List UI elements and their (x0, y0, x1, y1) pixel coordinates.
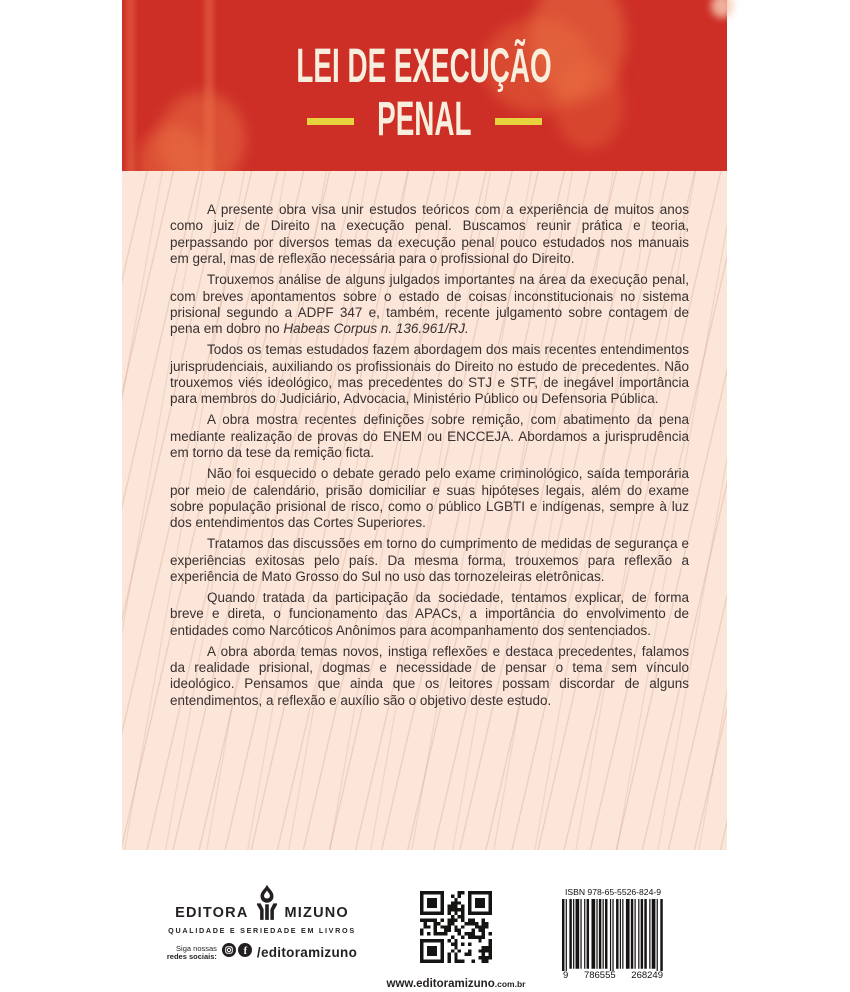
instagram-icon (222, 943, 236, 962)
photo-highlight (711, 0, 733, 18)
barcode-bars (562, 899, 664, 980)
paragraph (170, 590, 689, 639)
publisher-tagline: QUALIDADE E SERIEDADE EM LIVROS (168, 926, 356, 935)
paragraph (170, 536, 689, 585)
paragraph-text: Trouxemos análise de alguns julgados importantes na área da execução penal, com breves apontamentos sobre o estado de coisas inconstitucionais no sistema prisional segundo a ADPF 347 e, também, recente julgamento sobre contagem de pena em dobro no (170, 272, 689, 337)
publisher-wordmark (175, 883, 349, 922)
book-title-line2: PENAL (377, 92, 472, 146)
book-title-line2-row (307, 92, 542, 146)
title-dash-right (495, 118, 542, 125)
book-title-line1: LEI DE EXECUÇÃO (296, 40, 553, 93)
paragraph (170, 342, 689, 408)
book-back-cover (122, 0, 727, 990)
barcode-digits: 9 786555 268249 (563, 970, 663, 981)
flame-lamp-icon (254, 883, 280, 922)
book-title (122, 40, 727, 146)
paragraph-text: A obra mostra recentes definições sobre remição, com abatimento da pena mediante realização de provas do ENEM ou ENCCEJA. Abordamos a jurisprudência em torno da tese da remição ficta. (170, 412, 689, 461)
cover-header (122, 0, 727, 171)
publisher-name-right: MIZUNO (284, 904, 349, 921)
isbn-label: ISBN 978-65-5526-824-9 (564, 887, 662, 897)
svg-text:f: f (243, 945, 248, 957)
paragraph-text: Todos os temas estudados fazem abordagem dos mais recentes entendimentos jurisprudenciais, auxiliando os profissionais do Direito no estudo de precedentes. Não trouxemos viés ideológico, mas precedentes do STJ e STF, de inegável importância para membros do Judiciário, Advocacia, Ministério Público ou Defensoria Pública. (170, 342, 689, 407)
paragraph-text: Quando tratada da participação da sociedade, tentamos explicar, de forma breve e direta, o funcionamento das APACs, a importância do envolvimento de entidades como Narcóticos Anônimos para acompanhamento dos sentenciados. (170, 589, 689, 638)
paragraph-text: A obra aborda temas novos, instiga reflexões e destaca precedentes, falamos da realidade prisional, dogmas e necessidade de pensar o tema sem vínculo ideológico. Pensamos que ainda que os leitores possam discordar de alguns entendimentos, a reflexão e auxílio são o objetivo deste estudo. (170, 643, 689, 708)
barcode (557, 883, 669, 984)
qr-block (386, 887, 526, 992)
paragraph (170, 272, 689, 338)
title-dash-left (307, 118, 354, 125)
facebook-icon (238, 943, 252, 962)
publisher-logo-block (152, 883, 372, 962)
paragraph (170, 466, 689, 532)
back-cover-text (170, 202, 689, 714)
paragraph-text: A presente obra visa unir estudos teóricos com a experiência de muitos anos como juiz de Direito na execução penal. Buscamos reunir prática e teoria, perpassando por diversos temas da execução penal pouco estudados nos manuais em geral, mas de reflexão necessária para o profissional do Direito. (170, 202, 689, 267)
paragraph (170, 644, 689, 710)
social-row (167, 943, 357, 962)
paragraph-italic: Habeas Corpus n. 136.961/RJ. (283, 321, 469, 337)
social-handle: /editoramizuno (256, 945, 358, 960)
cover-body (122, 171, 727, 990)
paragraph-text: Tratamos das discussões em torno do cumprimento de medidas de segurança e experiências exitosas pelo país. Da mesma forma, trouxemos para reflexão a experiência de Mato Grosso do Sul no uso das tornozeleiras eletrônicas. (170, 536, 689, 585)
publisher-website: www.editoramizuno.com.br (386, 978, 526, 990)
paragraph (170, 202, 689, 268)
social-prompt: Siga nossas redes sociais: (166, 943, 217, 961)
paragraph (170, 412, 689, 461)
qr-code (416, 887, 496, 967)
paragraph-text: Não foi esquecido o debate gerado pelo exame criminológico, saída temporária por meio de calendário, prisão domiciliar e suas hipóteses legais, além do exame sobre população prisional de risco, como o público LGBTI e indígenas, sempre à luz dos entendimentos das Cortes Superiores. (170, 466, 689, 531)
publisher-name-left: EDITORA (175, 904, 249, 921)
social-icons (222, 943, 252, 962)
